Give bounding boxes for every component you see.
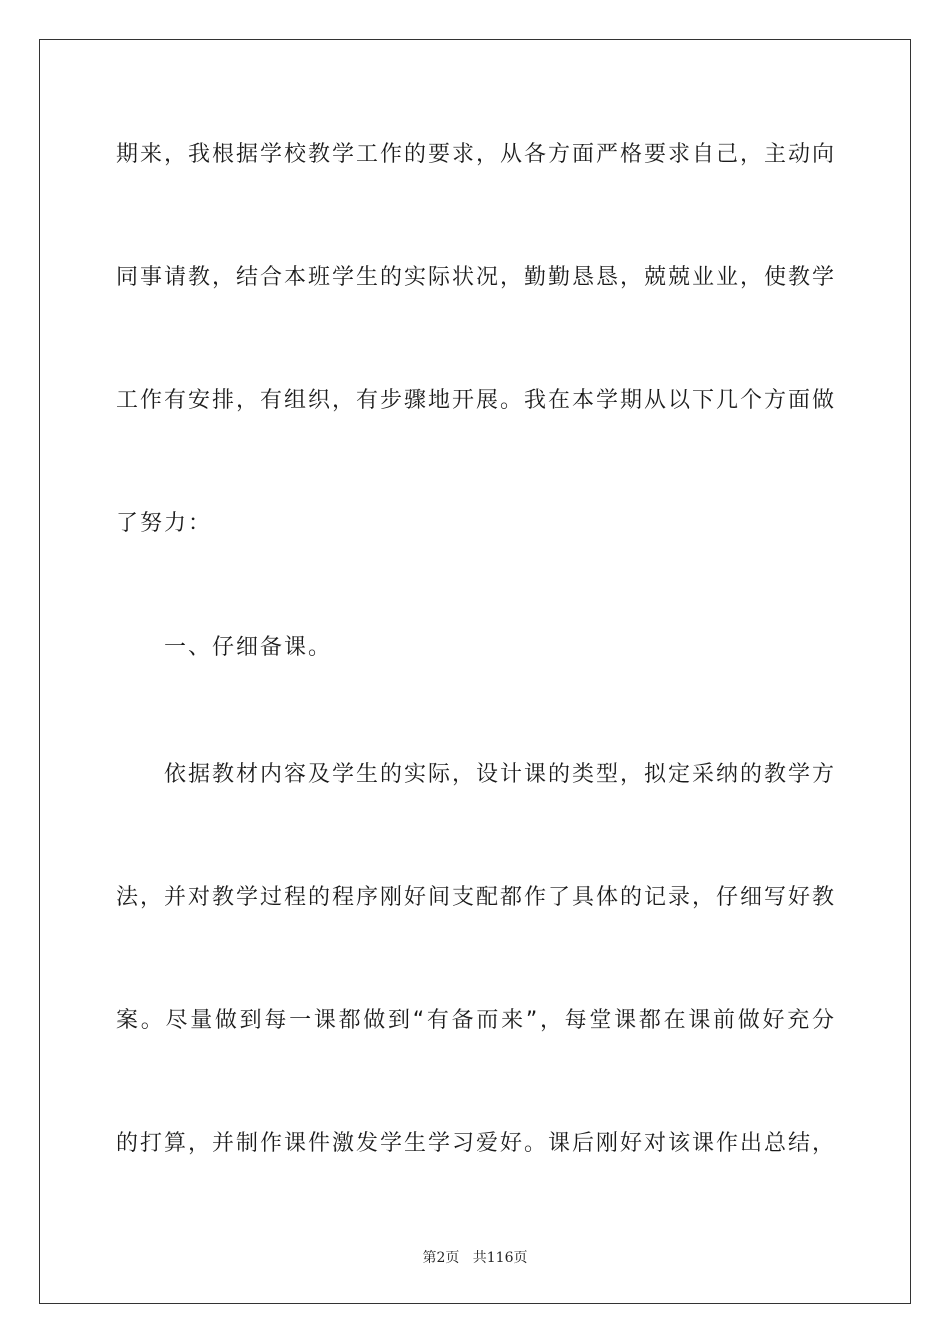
body-text-line: 案。尽量做到每一课都做到“有备而来”，每堂课都在课前做好充分: [116, 1008, 836, 1033]
section-heading: 一、仔细备课。: [164, 635, 333, 660]
page-number-footer: 第2页 共116页: [422, 1250, 528, 1266]
page-border: [39, 39, 911, 1304]
body-text-line: 期来，我根据学校教学工作的要求，从各方面严格要求自己，主动向: [116, 142, 837, 167]
body-text-line: 了努力：: [116, 511, 213, 536]
body-text-line: 依据教材内容及学生的实际，设计课的类型，拟定采纳的教学方: [164, 762, 837, 787]
body-text-line: 同事请教，结合本班学生的实际状况，勤勤恳恳，兢兢业业，使教学: [116, 265, 837, 290]
body-text-line: 工作有安排，有组织，有步骤地开展。我在本学期从以下几个方面做: [116, 388, 837, 413]
body-text-line: 的打算，并制作课件激发学生学习爱好。课后刚好对该课作出总结，: [116, 1131, 837, 1156]
body-text-line: 法，并对教学过程的程序刚好间支配都作了具体的记录，仔细写好教: [116, 885, 837, 910]
